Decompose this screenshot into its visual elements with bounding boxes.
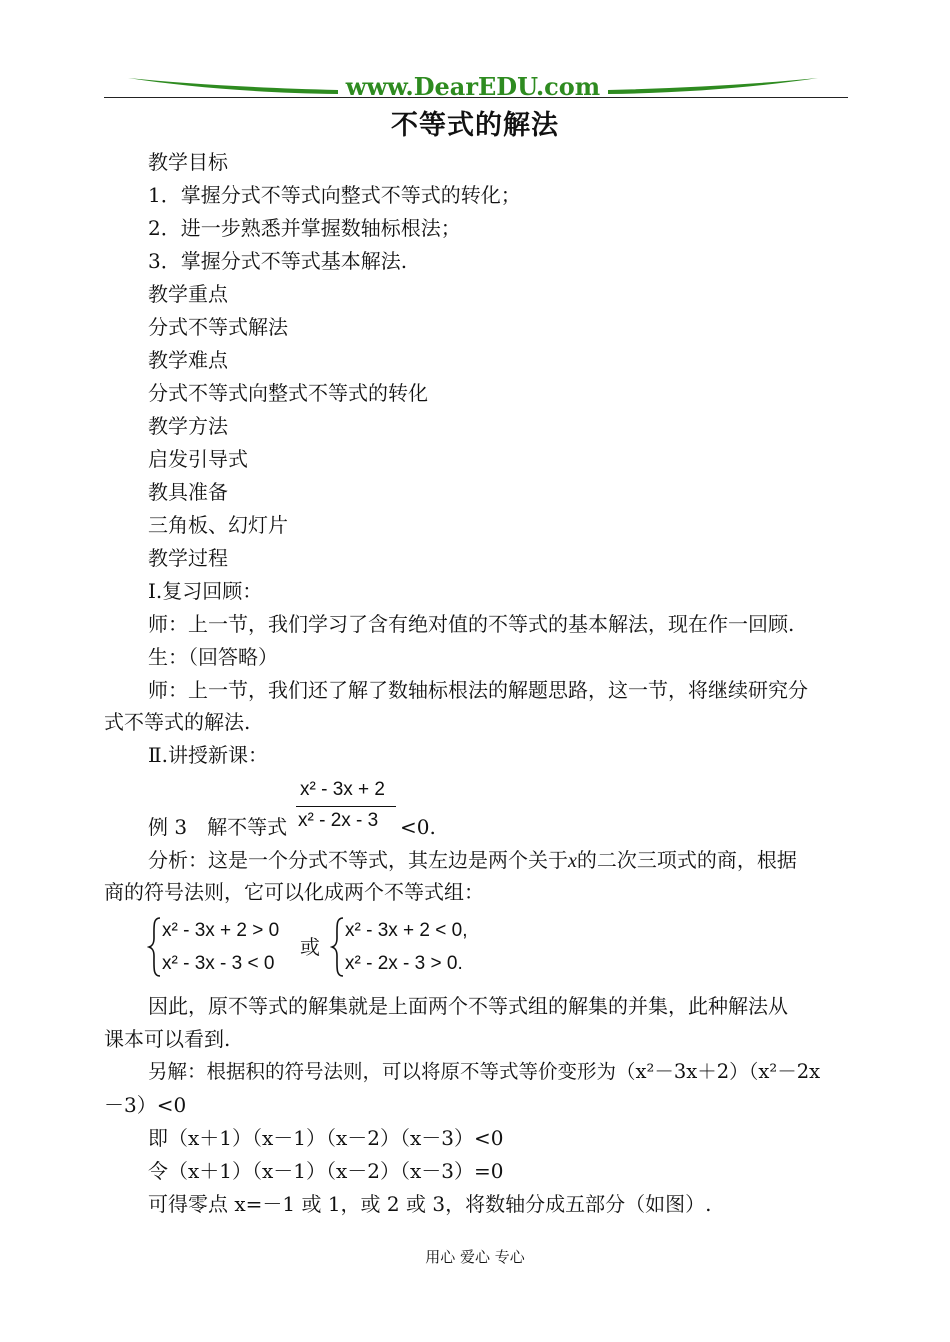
heading-difficulty: 教学难点 xyxy=(148,348,228,372)
key-text: 分式不等式解法 xyxy=(148,315,288,339)
goal-item-2: 2．进一步熟悉并掌握数轴标根法； xyxy=(148,216,461,240)
dearedu-logo xyxy=(128,70,818,100)
system-1-brace xyxy=(147,916,163,978)
heading-tools: 教具准备 xyxy=(148,480,228,504)
heading-key: 教学重点 xyxy=(148,282,228,306)
fraction-numerator: x² - 3x + 2 xyxy=(300,779,385,800)
zero-points-line: 可得零点 x=－1 或 1，或 2 或 3，将数轴分成五部分（如图）. xyxy=(148,1192,712,1216)
fraction-denominator: x² - 2x - 3 xyxy=(298,810,379,831)
heading-goal: 教学目标 xyxy=(148,150,228,174)
method-text: 启发引导式 xyxy=(148,447,248,471)
logo-text: www.DearEDU.com xyxy=(345,72,601,100)
heading-method: 教学方法 xyxy=(148,414,228,438)
teacher-line-2a: 师：上一节，我们还了解了数轴标根法的解题思路，这一节，将继续研究分 xyxy=(148,678,808,702)
logo-left-swoosh xyxy=(128,78,338,94)
fraction-bar xyxy=(296,806,396,807)
analysis-line-2: 商的符号法则，它可以化成两个不等式组： xyxy=(104,880,484,904)
logo-right-swoosh xyxy=(608,78,818,94)
section-new-lesson: Ⅱ.讲授新课： xyxy=(148,743,268,767)
example-3-label: 例 3 解不等式 xyxy=(148,815,288,839)
teacher-line-2b: 式不等式的解法. xyxy=(104,710,251,734)
analysis-var: x xyxy=(568,850,577,872)
analysis-line-1 xyxy=(148,846,797,875)
analysis-pre: 分析：这是一个分式不等式，其左边是两个关于 xyxy=(148,848,568,872)
equivalent-inequality: 即（x＋1）（x－1）（x－2）（x－3）<0 xyxy=(148,1126,504,1150)
system-2-row-1: x² - 3x + 2 < 0, xyxy=(345,920,468,941)
header-rule xyxy=(104,97,848,98)
goal-item-3: 3．掌握分式不等式基本解法. xyxy=(148,249,408,273)
heading-process: 教学过程 xyxy=(148,546,228,570)
system-2-row-2: x² - 2x - 3 > 0. xyxy=(345,953,463,974)
page-footer: 用心 爱心 专心 xyxy=(425,1248,525,1266)
or-connector: 或 xyxy=(300,935,320,959)
student-line-1: 生：（回答略） xyxy=(148,645,278,669)
conclusion-line-1: 因此，原不等式的解集就是上面两个不等式组的解集的并集，此种解法从 xyxy=(148,994,788,1018)
system-1-row-1: x² - 3x + 2 > 0 xyxy=(162,920,280,941)
alt-solution-line-1: 另解：根据积的符号法则，可以将原不等式等价变形为（x²－3x＋2）（x²－2x xyxy=(148,1060,821,1083)
example-3-tail: <0. xyxy=(400,815,436,839)
section-review: Ⅰ.复习回顾： xyxy=(148,579,263,603)
teacher-line-1: 师：上一节，我们学习了含有绝对值的不等式的基本解法，现在作一回顾. xyxy=(148,612,795,636)
page-title: 不等式的解法 xyxy=(391,110,559,141)
system-1-row-2: x² - 3x - 3 < 0 xyxy=(162,953,275,974)
system-2-brace xyxy=(330,916,346,978)
goal-item-1: 1．掌握分式不等式向整式不等式的转化； xyxy=(148,183,521,207)
difficulty-text: 分式不等式向整式不等式的转化 xyxy=(148,381,428,405)
alt-solution-line-2: －3）<0 xyxy=(104,1093,187,1117)
analysis-post: 的二次三项式的商，根据 xyxy=(576,848,797,872)
set-equation: 令（x＋1）（x－1）（x－2）（x－3）=0 xyxy=(148,1159,504,1183)
conclusion-line-2: 课本可以看到. xyxy=(104,1027,231,1051)
tools-text: 三角板、幻灯片 xyxy=(148,513,288,537)
